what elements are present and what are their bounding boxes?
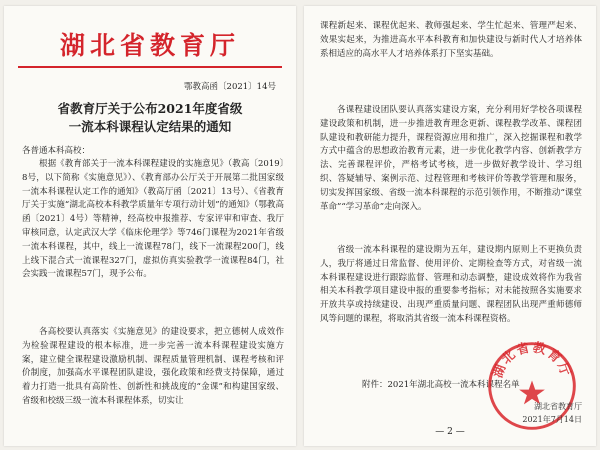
addressee: 各普通本科高校：	[22, 146, 91, 156]
title-line-2: 一流本科课程认定结果的通知	[68, 119, 232, 134]
issuer-name: 湖北省教育厅	[534, 402, 582, 411]
body-paragraph-2-continued: 课程新起来、课程优起来、教师强起来、学生忙起来、管理严起来、效果实起来，为推进高水平本科教育和加快建设与新时代人才培养体系相适应的高水平人才培养体系打下坚实基础。	[320, 21, 582, 59]
title-line-1: 省教育厅关于公布2021年度省级	[57, 101, 243, 116]
attachment-line: 附件：2021年湖北高校一流本科课程名单	[362, 380, 520, 390]
seal-text: 湖北省教育厅	[490, 340, 574, 380]
document-title	[24, 100, 276, 136]
right-page	[304, 6, 596, 446]
issue-date: 2021年7月14日	[522, 415, 582, 424]
body-paragraph-3: 各课程建设团队要认真落实建设方案，充分利用好学校各项课程建设政策和机制，进一步推进教育理念更新、课程教学改革、课程团队建设和教研能力提升，课程资源应用和推广，深入挖掘课程和教学方式中蕴含的思想政治教育元素，进一步优化教学内容、创新教学方法、完善课程评价，严格考试考核，进一步做好教学设计、学习组织、答疑辅导、案例示范、过程管理和考核评价等教学管理和服务，切实发挥国家级、省级一流本科课程的示范引领作用，不断推动“课堂革命”“学习革命”走向深入。	[320, 105, 582, 212]
svg-text:湖北省教育厅	[490, 340, 575, 380]
body-paragraph-4: 省级一流本科课程的建设期为五年，建设期内原则上不更换负责人，我厅将通过日常监督、使用评价、定期检查等方式，对省级一流本科课程建设进行跟踪监督、管理和动态调整，建设成效将作为我省相关本科教学项目建设申报的重要参考指标；对未能按照各实施要求开放共享或持续建设、出现严重质量问题、课程团队出现严重师德师风等问题的课程，将取消其省级一流本科课程资格。	[320, 245, 582, 324]
header-red-rule	[18, 66, 282, 68]
body-paragraph-1: 根据《教育部关于一流本科课程建设的实施意见》（教高〔2019〕8号，以下简称《实施意见》）、《教育部办公厅关于开展第二批国家级一流本科课程认定工作的通知》（教高厅函〔2021〕13号）、《省教育厅关于实施“湖北高校本科教学质量年专项行动计划”的通知》（鄂教高函〔2021〕4号）等精神，经高校申报推荐、专家评审和审查、我厅审核同意，认定武汉大学《临床伦理学》等746门课程为2021年省级一流本科课程，其中，线上一流课程78门，线下一流课程200门，线上线下混合式一流课程327门，虚拟仿真实验教学一流课程84门，社会实践一流课程57门，现予公布。	[22, 159, 284, 280]
page-number: — 2 —	[435, 427, 465, 437]
body-paragraph-2: 各高校要认真落实《实施意见》的建设要求，把立德树人成效作为检验课程建设的根本标准，进一步完善一流本科课程建设实施方案，建立健全课程建设激励机制、课程质量管理机制、课程考核和评价制度，加强高水平课程团队建设，强化政策和经费支持保障，通过着力打造一批具有高阶性、创新性和挑战度的“金课”和构建国家级、省级和校级三级一流本科课程体系，切实让	[22, 327, 284, 406]
left-page	[4, 6, 296, 446]
document-header-title: 湖北省教育厅	[59, 31, 240, 60]
document-number: 鄂教高函〔2021〕14号	[184, 82, 276, 92]
